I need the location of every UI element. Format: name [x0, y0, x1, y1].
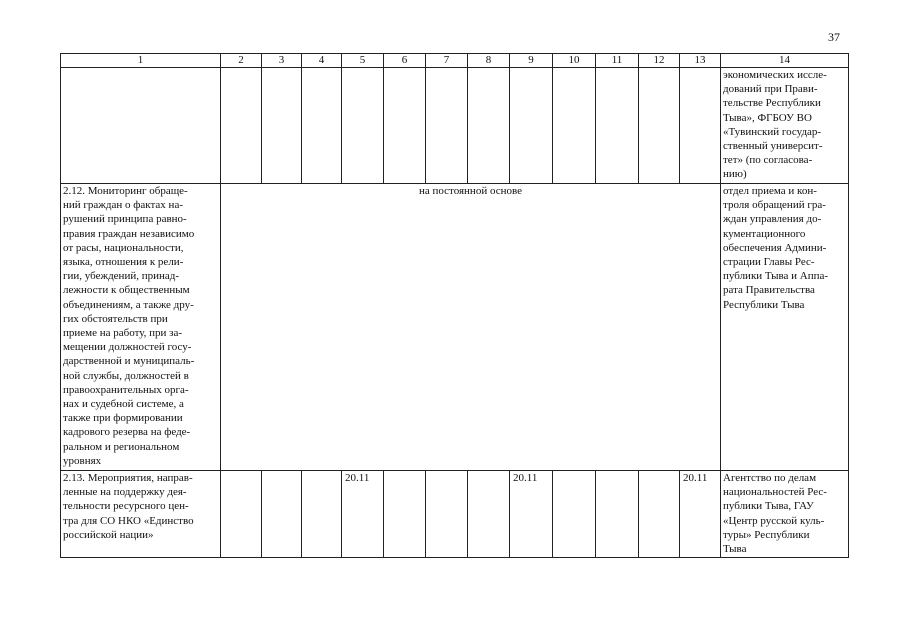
schedule-cell: на постоянной основе: [221, 184, 721, 471]
header-cell: 2: [221, 54, 262, 68]
header-cell: 5: [342, 54, 384, 68]
table-row-continuation: [61, 68, 849, 184]
table-row-2-12: [61, 184, 849, 471]
header-cell: 1: [61, 54, 221, 68]
header-cell: 7: [426, 54, 468, 68]
responsible-cell: отдел приема и кон- троля обращений гра- ждан управления до- кументационного обеспечения Админи- страции Главы Рес- публики Тыва и Аппа- рата Правительства Республики Тыва: [721, 184, 849, 471]
header-cell: 10: [553, 54, 596, 68]
activity-cell: 2.13. Мероприятия, направ- ленные на поддержку дея- тельности ресурсного цен- тра для СО НКО «Единство российской нации»: [61, 471, 221, 558]
date-cell: 20.11: [680, 471, 721, 558]
header-cell: 11: [596, 54, 639, 68]
page-number: 37: [828, 30, 840, 44]
header-cell: 13: [680, 54, 721, 68]
header-cell: 4: [302, 54, 342, 68]
header-cell: 14: [721, 54, 849, 68]
responsible-cell: Агентство по делам национальностей Рес- публики Тыва, ГАУ «Центр русской куль- туры» Республики Тыва: [721, 471, 849, 558]
header-cell: 6: [384, 54, 426, 68]
responsible-cell: экономических иссле- дований при Прави- тельстве Республики Тыва», ФГБОУ ВО «Тувинский государ- ственный университ- тет» (по согласова- нию): [721, 68, 849, 184]
activity-cell: 2.12. Мониторинг обраще- ний граждан о фактах на- рушений принципа равно- правия граждан независимо от расы, национальности, языка, отношения к рели- гии, убеждений, принад- лежности к общественным объединениям, а также дру- гих обстоятельств при приеме на работу, при за- мещении должностей госу- дарственной и муниципаль- ной службы, должностей в правоохранительных орга- нах и судебной системе, а также при формировании кадрового резерва на феде- ральном и региональном уровнях: [61, 184, 221, 471]
header-cell: 9: [510, 54, 553, 68]
plan-table: [60, 53, 849, 558]
header-cell: 8: [468, 54, 510, 68]
header-cell: 3: [262, 54, 302, 68]
date-cell: 20.11: [342, 471, 384, 558]
header-cell: 12: [639, 54, 680, 68]
header-row: [61, 54, 849, 68]
table-row-2-13: [61, 471, 849, 558]
date-cell: 20.11: [510, 471, 553, 558]
activity-cell: [61, 68, 221, 184]
